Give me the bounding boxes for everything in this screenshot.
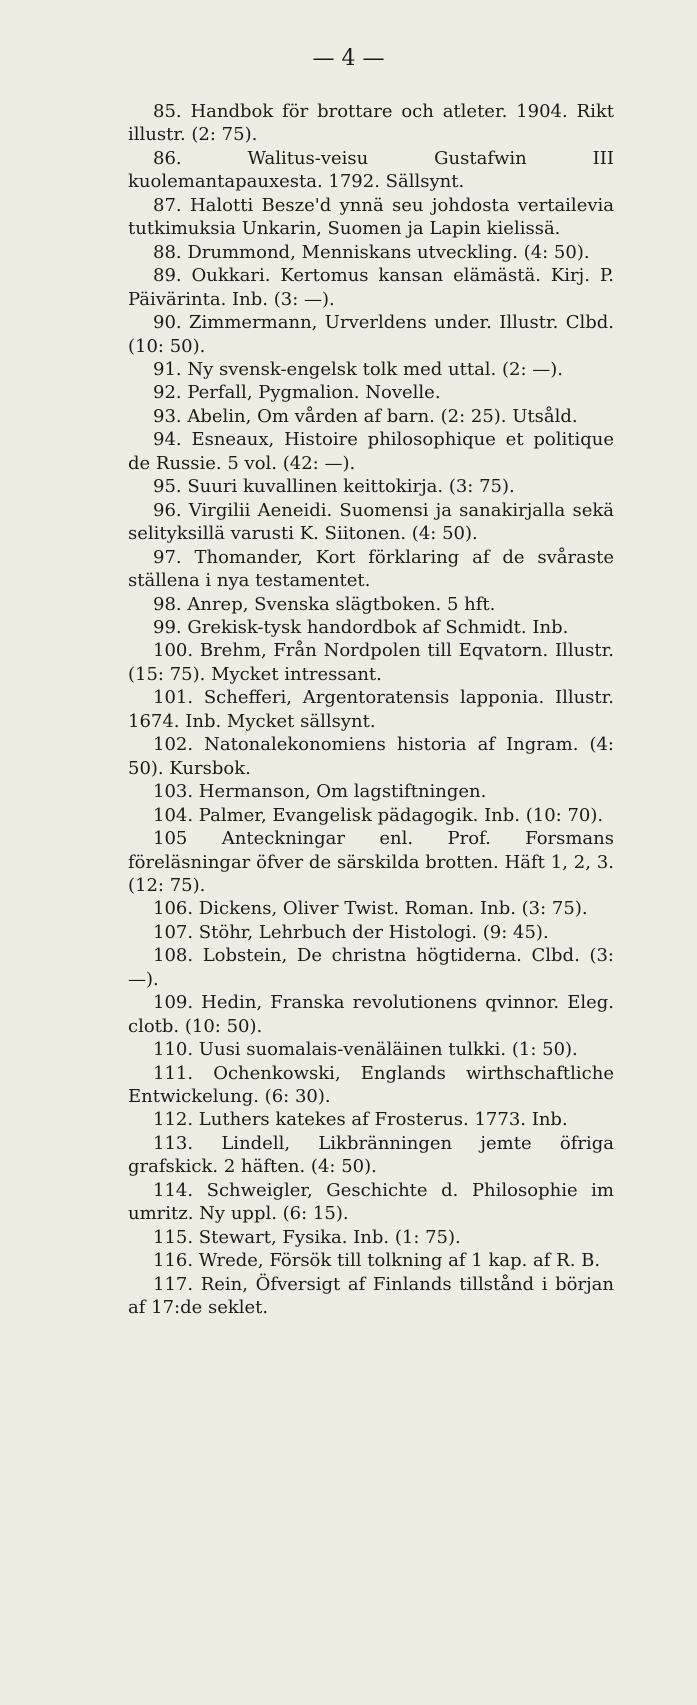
catalog-entry: 108. Lobstein, De christna högtiderna. Clbd. (3: —). xyxy=(128,945,614,990)
catalog-entry: 106. Dickens, Oliver Twist. Roman. Inb. (3: 75). xyxy=(153,898,588,920)
catalog-entry: 88. Drummond, Menniskans utveckling. (4: 50). xyxy=(153,241,590,263)
catalog-entry: 96. Virgilii Aeneidi. Suomensi ja sanakirjalla sekä selityksillä varusti K. Siitonen. (4: 50). xyxy=(128,499,614,545)
catalog-entry: 94. Esneaux, Histoire philosophique et politique de Russie. 5 vol. (42: —). xyxy=(128,429,614,474)
catalog-entry: 87. Halotti Besze'd ynnä seu johdosta vertailevia tutkimuksia Unkarin, Suomen ja Lapin kielissä. xyxy=(128,194,614,240)
catalog-entry: 95. Suuri kuvallinen keittokirja. (3: 75). xyxy=(153,476,515,498)
catalog-entry: 109. Hedin, Franska revolutionens qvinnor. Eleg. clotb. (10: 50). xyxy=(128,992,614,1037)
catalog-entry: 98. Anrep, Svenska slägtboken. 5 hft. xyxy=(153,593,496,615)
catalog-entry: 105 Anteckningar enl. Prof. Forsmans föreläsningar öfver de särskilda brotten. Häft 1, 2, 3. (12: 75). xyxy=(128,828,614,896)
catalog-entry: 99. Grekisk-tysk handordbok af Schmidt. Inb. xyxy=(153,616,569,638)
catalog-entry: 104. Palmer, Evangelisk pädagogik. Inb. (10: 70). xyxy=(153,804,604,826)
catalog-entry: 91. Ny svensk-engelsk tolk med uttal. (2: —). xyxy=(153,358,564,380)
catalog-entry: 114. Schweigler, Geschichte d. Philosophie im umritz. Ny uppl. (6: 15). xyxy=(128,1179,614,1225)
catalog-entry: 117. Rein, Öfversigt af Finlands tillstånd i början af 17:de seklet. xyxy=(128,1273,614,1319)
catalog-entry: 101. Schefferi, Argentoratensis lapponia. Illustr. 1674. Inb. Mycket sällsynt. xyxy=(128,687,614,732)
catalog-entry: 85. Handbok för brottare och atleter. 1904. Rikt illustr. (2: 75). xyxy=(128,101,614,146)
catalog-entry: 115. Stewart, Fysika. Inb. (1: 75). xyxy=(153,1226,461,1248)
catalog-entry: 97. Thomander, Kort förklaring af de svåraste ställena i nya testamentet. xyxy=(128,546,614,592)
catalog-entry: 92. Perfall, Pygmalion. Novelle. xyxy=(153,382,441,404)
catalog-entry: 100. Brehm, Från Nordpolen till Eqvatorn. Illustr. (15: 75). Mycket intressant. xyxy=(128,640,614,685)
catalog-entry: 111. Ochenkowski, Englands wirthschaftliche Entwickelung. (6: 30). xyxy=(128,1062,614,1108)
book-catalog-list xyxy=(128,100,614,1320)
catalog-entry: 93. Abelin, Om vården af barn. (2: 25). Utsåld. xyxy=(153,405,578,427)
catalog-entry: 102. Natonalekonomiens historia af Ingram. (4: 50). Kursbok. xyxy=(128,734,614,779)
catalog-entry: 112. Luthers katekes af Frosterus. 1773. Inb. xyxy=(153,1109,568,1131)
catalog-entry: 86. Walitus-veisu Gustafwin III kuolemantapauxesta. 1792. Sällsynt. xyxy=(128,147,614,193)
catalog-entry: 116. Wrede, Försök till tolkning af 1 kap. af R. B. xyxy=(153,1250,601,1272)
catalog-entry: 103. Hermanson, Om lagstiftningen. xyxy=(153,781,487,803)
catalog-entry: 89. Oukkari. Kertomus kansan elämästä. Kirj. P. Päivärinta. Inb. (3: —). xyxy=(128,265,614,310)
catalog-entry: 90. Zimmermann, Urverldens under. Illustr. Clbd. (10: 50). xyxy=(128,312,614,357)
page-number: — 4 — xyxy=(312,46,385,71)
catalog-entry: 107. Stöhr, Lehrbuch der Histologi. (9: 45). xyxy=(153,921,549,943)
catalog-entry: 110. Uusi suomalais-venäläinen tulkki. (1: 50). xyxy=(153,1039,578,1061)
catalog-entry: 113. Lindell, Likbränningen jemte öfriga grafskick. 2 häften. (4: 50). xyxy=(128,1132,614,1178)
